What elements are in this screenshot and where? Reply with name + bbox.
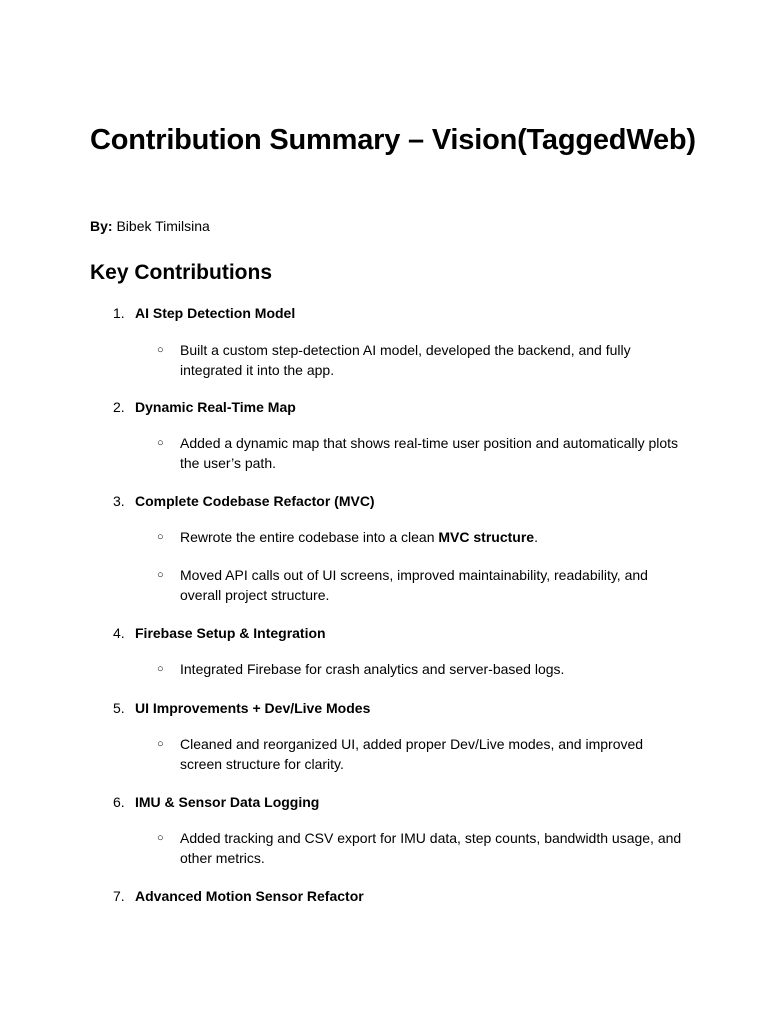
hollow-bullet-icon: ○ (157, 832, 164, 844)
bullet-text: Integrated Firebase for crash analytics and server-based logs. (180, 661, 565, 677)
hollow-bullet-icon: ○ (157, 738, 164, 750)
bullet-text-plain: Rewrote the entire codebase into a clean (180, 529, 439, 545)
bullet-text-end: . (534, 529, 538, 545)
list-item-number: 5. (113, 700, 125, 716)
bullet-text (180, 528, 685, 548)
list-item-number: 7. (113, 888, 125, 904)
hollow-bullet-icon: ○ (157, 569, 164, 581)
hollow-bullet-icon: ○ (157, 344, 164, 356)
list-item-title: Firebase Setup & Integration (135, 625, 326, 641)
list-item-title: AI Step Detection Model (135, 305, 296, 321)
byline-label: By: (90, 218, 113, 234)
bullet-text: Moved API calls out of UI screens, improved maintainability, readability, and overall project structure. (180, 567, 648, 603)
list-item-number: 3. (113, 493, 125, 509)
list-item-number: 1. (113, 305, 125, 321)
bullet-text: Built a custom step-detection AI model, developed the backend, and fully integrated it into the app. (180, 342, 631, 378)
bullet-text-bold: MVC structure (438, 529, 535, 545)
list-item-title: Dynamic Real-Time Map (135, 399, 296, 415)
bullet-text: Added tracking and CSV export for IMU data, step counts, bandwidth usage, and other metrics. (180, 830, 682, 866)
list-item-title: UI Improvements + Dev/Live Modes (135, 700, 371, 716)
list-item-number: 4. (113, 625, 125, 641)
bullet-text: Added a dynamic map that shows real-time user position and automatically plots the user’s path. (180, 435, 679, 471)
list-item-title: IMU & Sensor Data Logging (135, 794, 320, 810)
document-title: Contribution Summary – Vision(TaggedWeb) (90, 124, 696, 156)
section-heading: Key Contributions (90, 261, 272, 284)
bullet-text: Cleaned and reorganized UI, added proper Dev/Live modes, and improved screen structure for clarity. (180, 736, 644, 772)
list-item-title: Advanced Motion Sensor Refactor (135, 888, 364, 904)
hollow-bullet-icon: ○ (157, 663, 164, 675)
list-item-title: Complete Codebase Refactor (MVC) (135, 493, 375, 509)
list-item-number: 2. (113, 399, 125, 415)
hollow-bullet-icon: ○ (157, 531, 164, 543)
hollow-bullet-icon: ○ (157, 437, 164, 449)
byline (90, 217, 210, 235)
author-name: Bibek Timilsina (116, 218, 210, 234)
list-item-number: 6. (113, 794, 125, 810)
